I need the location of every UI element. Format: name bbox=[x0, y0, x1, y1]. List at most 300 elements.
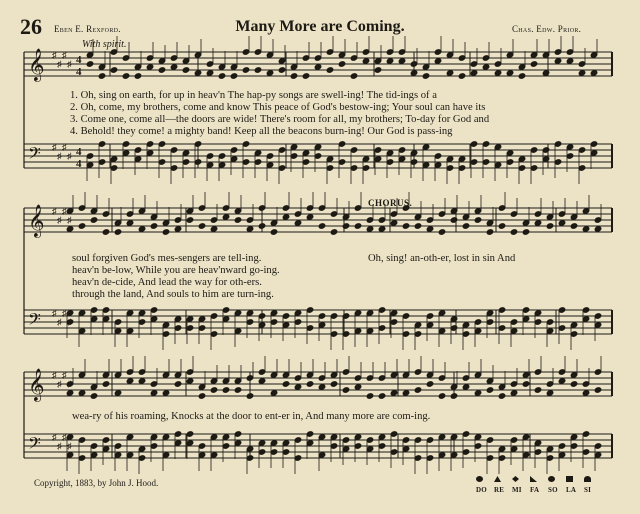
composer-credit: Chas. Edw. Prior. bbox=[512, 24, 582, 34]
note-head bbox=[318, 452, 325, 458]
note-head bbox=[414, 455, 421, 461]
note-head bbox=[570, 223, 577, 229]
note-head bbox=[242, 67, 249, 73]
note-head bbox=[590, 70, 597, 76]
note-head bbox=[126, 220, 133, 226]
note-head bbox=[582, 390, 589, 396]
note-head bbox=[282, 313, 289, 319]
note-head bbox=[342, 331, 349, 337]
note-head bbox=[350, 165, 357, 171]
note-head bbox=[350, 73, 357, 79]
note-head bbox=[326, 49, 333, 55]
note-head bbox=[294, 455, 301, 461]
note-head bbox=[462, 431, 469, 437]
verse-4-line-2: through the land, And souls to him are turn-ing. bbox=[72, 289, 274, 300]
sharp-icon: ♯ bbox=[57, 215, 62, 225]
note-head bbox=[558, 378, 565, 384]
note-head bbox=[306, 325, 313, 331]
note-head bbox=[86, 162, 93, 168]
note-head bbox=[162, 390, 169, 396]
note-head bbox=[138, 455, 145, 461]
note-head bbox=[218, 162, 225, 168]
verse-3-line-1: 3. Come one, come all—the doors are wide! There's room for all, my brothers; To-day for God and bbox=[70, 114, 490, 125]
note-head bbox=[242, 49, 249, 55]
note-head bbox=[174, 316, 181, 322]
note-head bbox=[570, 443, 577, 449]
note-head bbox=[170, 55, 177, 61]
note-head bbox=[398, 147, 405, 153]
note-head bbox=[486, 437, 493, 443]
note-head bbox=[110, 165, 117, 171]
hymn-number: 26 bbox=[20, 14, 42, 39]
note-head bbox=[434, 58, 441, 64]
solfa-la: LA bbox=[566, 486, 577, 494]
note-head bbox=[314, 55, 321, 61]
note-head bbox=[306, 372, 313, 378]
lyricist-credit: Eben E. Rexford. bbox=[54, 24, 121, 34]
note-head bbox=[326, 165, 333, 171]
note-head bbox=[270, 310, 277, 316]
note-head bbox=[438, 452, 445, 458]
note-head bbox=[246, 217, 253, 223]
treble-clef-icon: 𝄞 bbox=[28, 48, 45, 81]
note-head bbox=[66, 434, 73, 440]
note-head bbox=[482, 64, 489, 70]
chorus-line-2: wea-ry of his roaming, Knocks at the door to ent-er in, And many more are com-ing. bbox=[72, 411, 431, 422]
note-head bbox=[390, 310, 397, 316]
note-head bbox=[506, 159, 513, 165]
note-head bbox=[462, 223, 469, 229]
note-head bbox=[558, 211, 565, 217]
note-head bbox=[222, 443, 229, 449]
note-head bbox=[218, 64, 225, 70]
note-head bbox=[330, 372, 337, 378]
note-head bbox=[510, 211, 517, 217]
note-head bbox=[114, 443, 121, 449]
note-head bbox=[318, 384, 325, 390]
note-head bbox=[206, 61, 213, 67]
note-head bbox=[462, 384, 469, 390]
note-head bbox=[138, 226, 145, 232]
note-head bbox=[522, 452, 529, 458]
note-head bbox=[450, 325, 457, 331]
verse-3-line-2: heav'n de-cide, And lead the way for oth-ers. bbox=[72, 277, 262, 288]
note-head bbox=[594, 217, 601, 223]
sharp-icon: ♯ bbox=[62, 370, 67, 380]
sharp-icon: ♯ bbox=[52, 432, 57, 442]
note-head bbox=[150, 434, 157, 440]
note-head bbox=[566, 58, 573, 64]
sharp-icon: ♯ bbox=[52, 50, 57, 60]
note-head bbox=[174, 440, 181, 446]
note-head bbox=[438, 434, 445, 440]
note-head bbox=[582, 226, 589, 232]
solfa-fa: FA bbox=[530, 486, 540, 494]
note-head bbox=[278, 67, 285, 73]
verse-1-line-1: 1. Oh, sing on earth, for up in heav'n The hap-py songs are swell-ing! The tid-ings of a bbox=[70, 90, 437, 101]
note-head bbox=[162, 229, 169, 235]
note-head bbox=[482, 141, 489, 147]
note-head bbox=[294, 211, 301, 217]
note-head bbox=[438, 393, 445, 399]
note-head bbox=[102, 372, 109, 378]
note-head bbox=[198, 223, 205, 229]
time-signature: 4 bbox=[76, 146, 82, 158]
note-head bbox=[414, 223, 421, 229]
note-head bbox=[66, 208, 73, 214]
note-head bbox=[582, 307, 589, 313]
note-head bbox=[402, 390, 409, 396]
note-head bbox=[458, 55, 465, 61]
note-head bbox=[558, 369, 565, 375]
note-head bbox=[150, 223, 157, 229]
note-head bbox=[134, 147, 141, 153]
note-head bbox=[114, 220, 121, 226]
note-head bbox=[138, 369, 145, 375]
note-head bbox=[134, 64, 141, 70]
note-head bbox=[114, 319, 121, 325]
note-head bbox=[294, 375, 301, 381]
solfa-so: SO bbox=[548, 486, 558, 494]
note-head bbox=[162, 434, 169, 440]
note-head bbox=[518, 64, 525, 70]
note-head bbox=[474, 434, 481, 440]
verse-1-line-2: soul forgiven God's mes-sengers are tell-ing. bbox=[72, 253, 262, 264]
note-head bbox=[198, 443, 205, 449]
note-head bbox=[422, 144, 429, 150]
note-head bbox=[498, 384, 505, 390]
note-head bbox=[386, 58, 393, 64]
note-head bbox=[386, 49, 393, 55]
note-head bbox=[350, 55, 357, 61]
note-head bbox=[234, 217, 241, 223]
note-head bbox=[90, 307, 97, 313]
note-head bbox=[330, 434, 337, 440]
note-head bbox=[342, 387, 349, 393]
note-head bbox=[386, 150, 393, 156]
note-head bbox=[414, 331, 421, 337]
note-head bbox=[570, 322, 577, 328]
note-head bbox=[554, 141, 561, 147]
note-head bbox=[78, 205, 85, 211]
note-head bbox=[282, 214, 289, 220]
note-head bbox=[570, 331, 577, 337]
note-head bbox=[278, 58, 285, 64]
note-head bbox=[414, 214, 421, 220]
note-head bbox=[210, 226, 217, 232]
note-head bbox=[462, 322, 469, 328]
note-head bbox=[590, 52, 597, 58]
note-head bbox=[354, 310, 361, 316]
note-head bbox=[66, 310, 73, 316]
verse-2-line-1: 2. Oh, come, my brothers, come and know This peace of God's bestow-ing; Your soul can have its bbox=[70, 102, 486, 113]
note-head bbox=[462, 449, 469, 455]
note-head bbox=[174, 372, 181, 378]
note-head bbox=[102, 437, 109, 443]
note-head bbox=[242, 159, 249, 165]
verse-2-line-2: heav'n be-low, While you are heav'nward go-ing. bbox=[72, 265, 280, 276]
note-head bbox=[222, 316, 229, 322]
solfa-do: DO bbox=[476, 486, 487, 494]
note-head bbox=[342, 446, 349, 452]
note-head bbox=[534, 211, 541, 217]
note-head bbox=[206, 162, 213, 168]
note-head bbox=[174, 226, 181, 232]
note-head bbox=[366, 310, 373, 316]
note-head bbox=[66, 452, 73, 458]
note-head bbox=[246, 446, 253, 452]
note-head bbox=[270, 372, 277, 378]
note-head bbox=[122, 150, 129, 156]
note-head bbox=[158, 67, 165, 73]
note-head bbox=[338, 141, 345, 147]
note-head bbox=[402, 437, 409, 443]
note-head bbox=[374, 67, 381, 73]
note-head bbox=[126, 310, 133, 316]
note-head bbox=[246, 393, 253, 399]
note-head bbox=[290, 73, 297, 79]
note-head bbox=[354, 328, 361, 334]
note-head bbox=[398, 58, 405, 64]
note-head bbox=[194, 141, 201, 147]
note-head bbox=[146, 64, 153, 70]
note-head bbox=[278, 147, 285, 153]
note-head bbox=[290, 64, 297, 70]
note-head bbox=[98, 159, 105, 165]
time-signature: 4 bbox=[76, 66, 82, 78]
note-head bbox=[150, 214, 157, 220]
note-head bbox=[474, 328, 481, 334]
note-head bbox=[410, 70, 417, 76]
tempo-marking: With spirit. bbox=[82, 39, 127, 50]
note-head bbox=[198, 316, 205, 322]
note-head bbox=[438, 375, 445, 381]
note-head bbox=[462, 331, 469, 337]
solfa-shape-do bbox=[476, 476, 483, 482]
note-head bbox=[434, 153, 441, 159]
note-head bbox=[366, 446, 373, 452]
note-head bbox=[498, 325, 505, 331]
note-head bbox=[366, 437, 373, 443]
note-head bbox=[290, 144, 297, 150]
note-head bbox=[302, 55, 309, 61]
note-head bbox=[90, 384, 97, 390]
note-head bbox=[594, 387, 601, 393]
note-head bbox=[338, 159, 345, 165]
note-head bbox=[126, 328, 133, 334]
note-head bbox=[534, 369, 541, 375]
note-head bbox=[318, 434, 325, 440]
note-head bbox=[342, 313, 349, 319]
note-head bbox=[414, 437, 421, 443]
note-head bbox=[110, 67, 117, 73]
sharp-icon: ♯ bbox=[52, 308, 57, 318]
note-head bbox=[570, 372, 577, 378]
note-head bbox=[426, 372, 433, 378]
note-head bbox=[578, 61, 585, 67]
note-head bbox=[474, 208, 481, 214]
note-head bbox=[542, 147, 549, 153]
note-head bbox=[342, 437, 349, 443]
note-head bbox=[270, 449, 277, 455]
note-head bbox=[414, 387, 421, 393]
note-head bbox=[90, 443, 97, 449]
note-head bbox=[578, 165, 585, 171]
note-head bbox=[126, 369, 133, 375]
note-head bbox=[450, 452, 457, 458]
note-head bbox=[206, 70, 213, 76]
note-head bbox=[302, 73, 309, 79]
note-head bbox=[506, 52, 513, 58]
note-head bbox=[254, 150, 261, 156]
sharp-icon: ♯ bbox=[52, 206, 57, 216]
copyright-notice: Copyright, 1883, by John J. Hood. bbox=[34, 478, 159, 488]
note-head bbox=[266, 153, 273, 159]
note-head bbox=[414, 369, 421, 375]
note-head bbox=[578, 70, 585, 76]
note-head bbox=[330, 381, 337, 387]
verse-4-line-1: 4. Behold! they come! a mighty band! Keep all the beacons burn-ing! Our God is pass-ing bbox=[70, 126, 453, 137]
note-head bbox=[558, 452, 565, 458]
note-head bbox=[546, 381, 553, 387]
note-head bbox=[470, 159, 477, 165]
note-head bbox=[282, 322, 289, 328]
note-head bbox=[486, 229, 493, 235]
note-head bbox=[522, 229, 529, 235]
note-head bbox=[546, 446, 553, 452]
note-head bbox=[342, 214, 349, 220]
note-head bbox=[374, 156, 381, 162]
note-head bbox=[378, 443, 385, 449]
note-head bbox=[210, 313, 217, 319]
note-head bbox=[390, 390, 397, 396]
note-head bbox=[522, 316, 529, 322]
sharp-icon: ♯ bbox=[62, 142, 67, 152]
note-head bbox=[330, 313, 337, 319]
note-head bbox=[290, 153, 297, 159]
note-head bbox=[402, 446, 409, 452]
note-head bbox=[162, 322, 169, 328]
note-head bbox=[462, 214, 469, 220]
note-head bbox=[330, 443, 337, 449]
note-head bbox=[530, 147, 537, 153]
chorus-label: CHORUS. bbox=[368, 198, 413, 208]
note-head bbox=[258, 449, 265, 455]
note-head bbox=[270, 390, 277, 396]
note-head bbox=[86, 52, 93, 58]
note-head bbox=[486, 378, 493, 384]
sharp-icon: ♯ bbox=[62, 432, 67, 442]
note-head bbox=[198, 393, 205, 399]
note-head bbox=[446, 52, 453, 58]
note-head bbox=[198, 325, 205, 331]
note-head bbox=[594, 452, 601, 458]
note-head bbox=[378, 393, 385, 399]
note-head bbox=[534, 440, 541, 446]
note-head bbox=[582, 381, 589, 387]
note-head bbox=[410, 61, 417, 67]
note-head bbox=[218, 153, 225, 159]
note-head bbox=[546, 319, 553, 325]
note-head bbox=[78, 372, 85, 378]
note-head bbox=[230, 147, 237, 153]
note-head bbox=[518, 73, 525, 79]
note-head bbox=[222, 378, 229, 384]
note-head bbox=[510, 446, 517, 452]
sharp-icon: ♯ bbox=[57, 59, 62, 69]
note-head bbox=[182, 159, 189, 165]
note-head bbox=[450, 316, 457, 322]
note-head bbox=[534, 319, 541, 325]
note-head bbox=[282, 381, 289, 387]
note-head bbox=[594, 369, 601, 375]
note-head bbox=[146, 141, 153, 147]
note-head bbox=[474, 372, 481, 378]
note-head bbox=[294, 384, 301, 390]
note-head bbox=[494, 61, 501, 67]
note-head bbox=[510, 437, 517, 443]
note-head bbox=[110, 156, 117, 162]
note-head bbox=[186, 440, 193, 446]
bass-clef-icon: 𝄢 bbox=[28, 433, 41, 457]
note-head bbox=[434, 162, 441, 168]
note-head bbox=[486, 220, 493, 226]
note-head bbox=[486, 387, 493, 393]
note-head bbox=[570, 214, 577, 220]
note-head bbox=[554, 49, 561, 55]
note-head bbox=[482, 55, 489, 61]
note-head bbox=[182, 67, 189, 73]
solfa-shape-so bbox=[548, 476, 555, 482]
note-head bbox=[206, 153, 213, 159]
note-head bbox=[78, 437, 85, 443]
note-head bbox=[314, 144, 321, 150]
note-head bbox=[338, 52, 345, 58]
note-head bbox=[362, 165, 369, 171]
time-signature: 4 bbox=[76, 54, 82, 66]
note-head bbox=[326, 67, 333, 73]
note-head bbox=[330, 211, 337, 217]
note-head bbox=[422, 64, 429, 70]
note-head bbox=[234, 387, 241, 393]
note-head bbox=[114, 229, 121, 235]
note-head bbox=[138, 446, 145, 452]
note-head bbox=[222, 434, 229, 440]
note-head bbox=[182, 58, 189, 64]
note-head bbox=[90, 393, 97, 399]
note-head bbox=[558, 443, 565, 449]
note-head bbox=[122, 73, 129, 79]
note-head bbox=[318, 205, 325, 211]
note-head bbox=[170, 165, 177, 171]
note-head bbox=[554, 58, 561, 64]
sharp-icon: ♯ bbox=[57, 379, 62, 389]
note-head bbox=[258, 223, 265, 229]
note-head bbox=[594, 313, 601, 319]
note-head bbox=[426, 226, 433, 232]
note-head bbox=[386, 159, 393, 165]
note-head bbox=[426, 437, 433, 443]
note-head bbox=[78, 310, 85, 316]
note-head bbox=[510, 319, 517, 325]
note-head bbox=[318, 223, 325, 229]
sharp-icon: ♯ bbox=[52, 370, 57, 380]
note-head bbox=[138, 310, 145, 316]
note-head bbox=[314, 153, 321, 159]
note-head bbox=[134, 156, 141, 162]
note-head bbox=[518, 165, 525, 171]
note-head bbox=[138, 208, 145, 214]
